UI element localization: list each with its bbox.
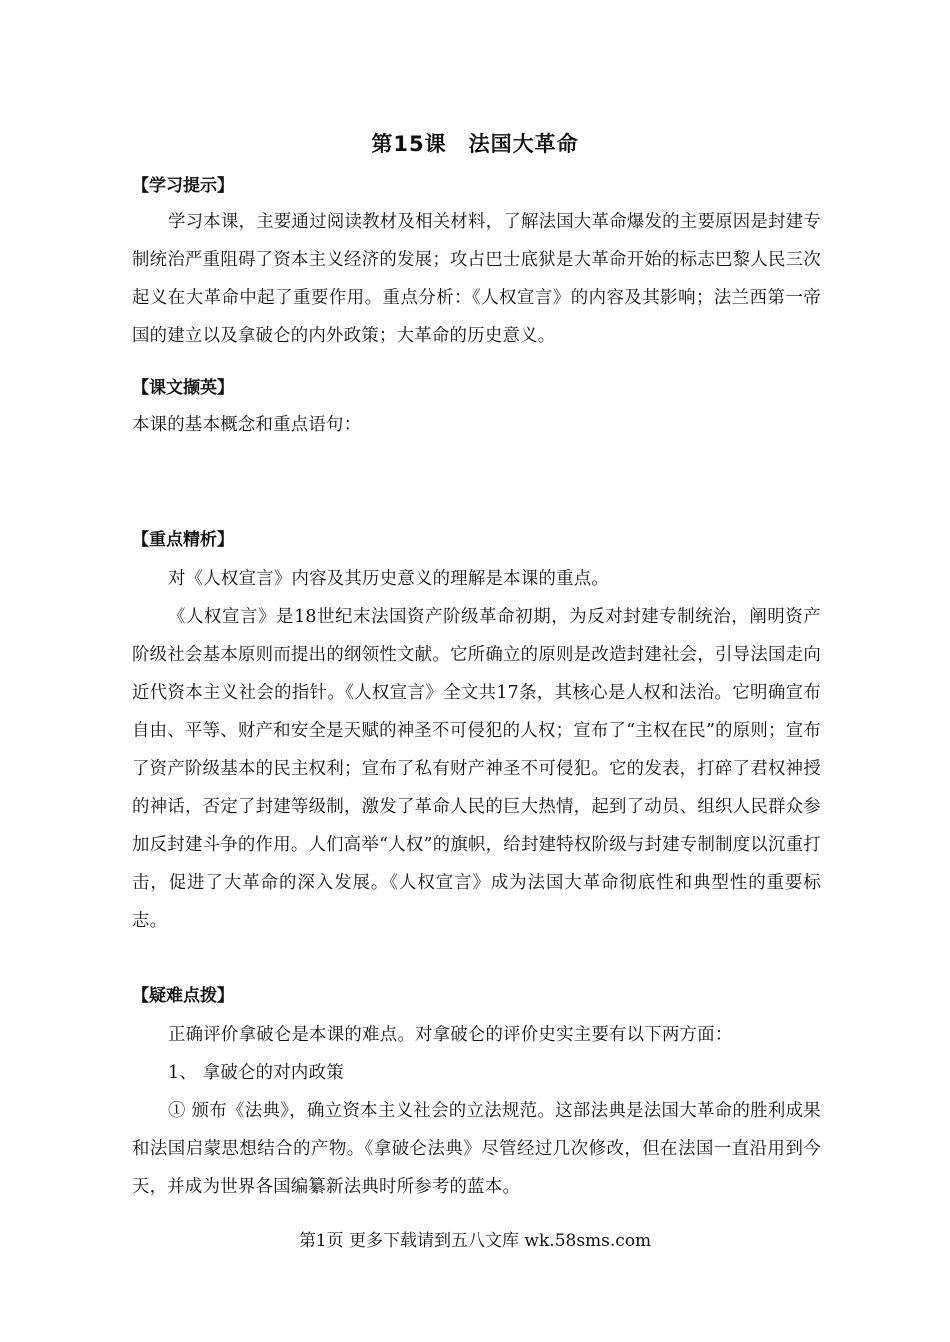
difficulty-body-paragraph: ① 颁布《法典》，确立资本主义社会的立法规范。这部法典是法国大革命的胜利成果和法国启蒙思想结合的产物。《拿破仑法典》尽管经过几次修改，但在法国一直沿用到今天，并成为世界各国编纂新法典时所参考的蓝本。 xyxy=(132,1101,821,1197)
section-heading-difficulty: 【疑难点拨】 xyxy=(132,986,234,1006)
page-title: 第15课 法国大革命 xyxy=(371,132,579,156)
section-heading-study-tips: 【学习提示】 xyxy=(132,176,234,196)
text-excerpts-paragraph: 本课的基本概念和重点语句： xyxy=(132,415,362,435)
page-footer: 第1页 更多下载请到五八文库 wk.58sms.com xyxy=(298,1231,652,1251)
key-analysis-intro-paragraph: 对《人权宣言》内容及其历史意义的理解是本课的重点。 xyxy=(168,569,610,589)
key-analysis-body-paragraph: 《人权宣言》是18世纪末法国资产阶级革命初期，为反对封建专制统治，阐明资产阶级社会基本原则而提出的纲领性文献。它所确立的原则是改造封建社会，引导法国走向近代资本主义社会的指针。《人权宣言》全文共17条，其核心是人权和法治。它明确宣布自由、平等、财产和安全是天赋的神圣不可侵犯的人权；宣布了“主权在民”的原则；宣布了资产阶级基本的民主权利；宣布了私有财产神圣不可侵犯。它的发表，打碎了君权神授的神话，否定了封建等级制，激发了革命人民的巨大热情，起到了动员、组织人民群众参加反封建斗争的作用。人们高举“人权”的旗帜，给封建特权阶级与封建专制制度以沉重打击，促进了大革命的深入发展。《人权宣言》成为法国大革命彻底性和典型性的重要标志。 xyxy=(132,607,821,931)
difficulty-intro-paragraph: 正确评价拿破仑是本课的难点。对拿破仑的评价史实主要有以下两方面： xyxy=(168,1025,733,1045)
section-heading-text-excerpts: 【课文撷英】 xyxy=(132,378,234,398)
study-tips-paragraph: 学习本课，主要通过阅读教材及相关材料，了解法国大革命爆发的主要原因是封建专制统治严重阻碍了资本主义经济的发展；攻占巴士底狱是大革命开始的标志巴黎人民三次起义在大革命中起了重要作用。重点分析：《人权宣言》的内容及其影响；法兰西第一帝国的建立以及拿破仑的内外政策；大革命的历史意义。 xyxy=(132,212,821,346)
difficulty-list-item-1: 1、 拿破仑的对内政策 xyxy=(168,1063,344,1083)
section-heading-key-analysis: 【重点精析】 xyxy=(132,530,234,550)
